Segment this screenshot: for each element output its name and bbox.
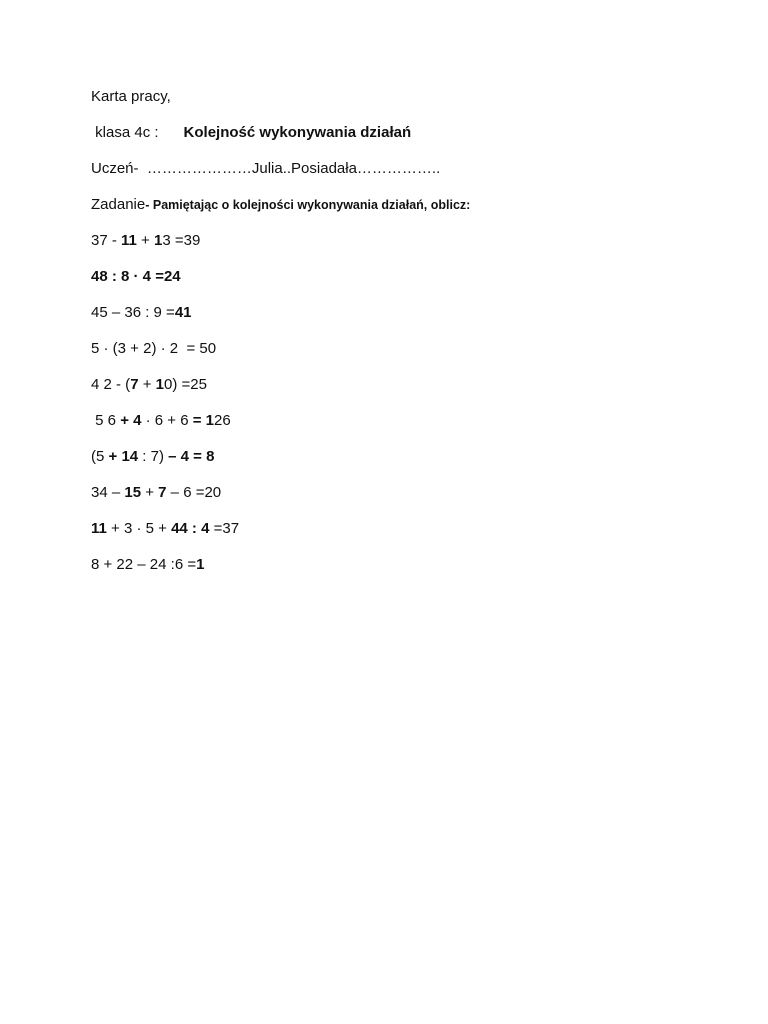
- equation-segment: 0) =25: [163, 376, 207, 393]
- equation-segment: =37: [209, 520, 240, 537]
- equation-segment: 37 -: [91, 232, 122, 249]
- equation-segment: 11: [121, 232, 137, 249]
- equation-segment: 48 : 8 · 4 =24: [91, 268, 181, 285]
- task-label: Zadanie: [91, 196, 146, 213]
- equation-segment: : 7): [138, 448, 169, 465]
- equation-segment: 1: [196, 556, 205, 573]
- equation-segment: 34 –: [91, 484, 125, 501]
- equation-segment: +: [141, 484, 159, 501]
- equation-segment: = 1: [192, 412, 215, 429]
- equation-line: [91, 375, 207, 395]
- student-label: Uczeń-: [91, 160, 147, 177]
- equation-segment: 15: [124, 484, 142, 501]
- equation-segment: – 4 = 8: [168, 448, 215, 465]
- student-line: [91, 159, 440, 179]
- equation-line: [91, 483, 221, 503]
- equation-segment: 1: [155, 376, 164, 393]
- equation-line: [91, 519, 239, 539]
- equation-segment: +: [138, 376, 156, 393]
- equation-line: [91, 303, 192, 323]
- equation-segment: + 14: [108, 448, 139, 465]
- equation-line: [91, 267, 181, 287]
- student-name: …………………Julia..Posiadała……………..: [146, 160, 441, 177]
- equation-line: [91, 339, 216, 359]
- equation-segment: 7: [130, 376, 139, 393]
- class-topic-line: [91, 123, 411, 143]
- equation-segment: 1: [153, 232, 163, 249]
- worksheet-title: Karta pracy,: [91, 88, 171, 105]
- equation-segment: 3 =39: [162, 232, 201, 249]
- task-instruction: [91, 195, 470, 215]
- equation-line: [91, 231, 200, 251]
- class-label: klasa 4c :: [91, 124, 184, 141]
- equation-segment: · 6 + 6: [141, 412, 193, 429]
- equation-line: [91, 555, 204, 575]
- equation-line: [91, 447, 214, 467]
- equation-segment: 4 2 - (: [91, 376, 131, 393]
- equation-segment: 5 6: [91, 412, 121, 429]
- equation-segment: +: [136, 232, 154, 249]
- equation-segment: 44 : 4: [171, 520, 210, 537]
- equation-segment: – 6 =20: [166, 484, 222, 501]
- equation-segment: 41: [174, 304, 192, 321]
- equation-segment: 26: [214, 412, 231, 429]
- equation-segment: 11: [91, 520, 107, 537]
- equation-segment: 7: [158, 484, 167, 501]
- equation-segment: 8 + 22 – 24 :6 =: [91, 556, 197, 573]
- task-text: - Pamiętając o kolejności wykonywania działań, oblicz:: [145, 198, 471, 212]
- equation-segment: + 4: [120, 412, 142, 429]
- equation-segment: (5: [91, 448, 109, 465]
- topic-title: Kolejność wykonywania działań: [183, 124, 412, 141]
- equation-segment: 5 · (3 + 2) · 2 = 50: [91, 340, 217, 357]
- equation-segment: + 3 · 5 +: [106, 520, 172, 537]
- equation-segment: 45 – 36 : 9 =: [91, 304, 175, 321]
- equation-line: [91, 411, 231, 431]
